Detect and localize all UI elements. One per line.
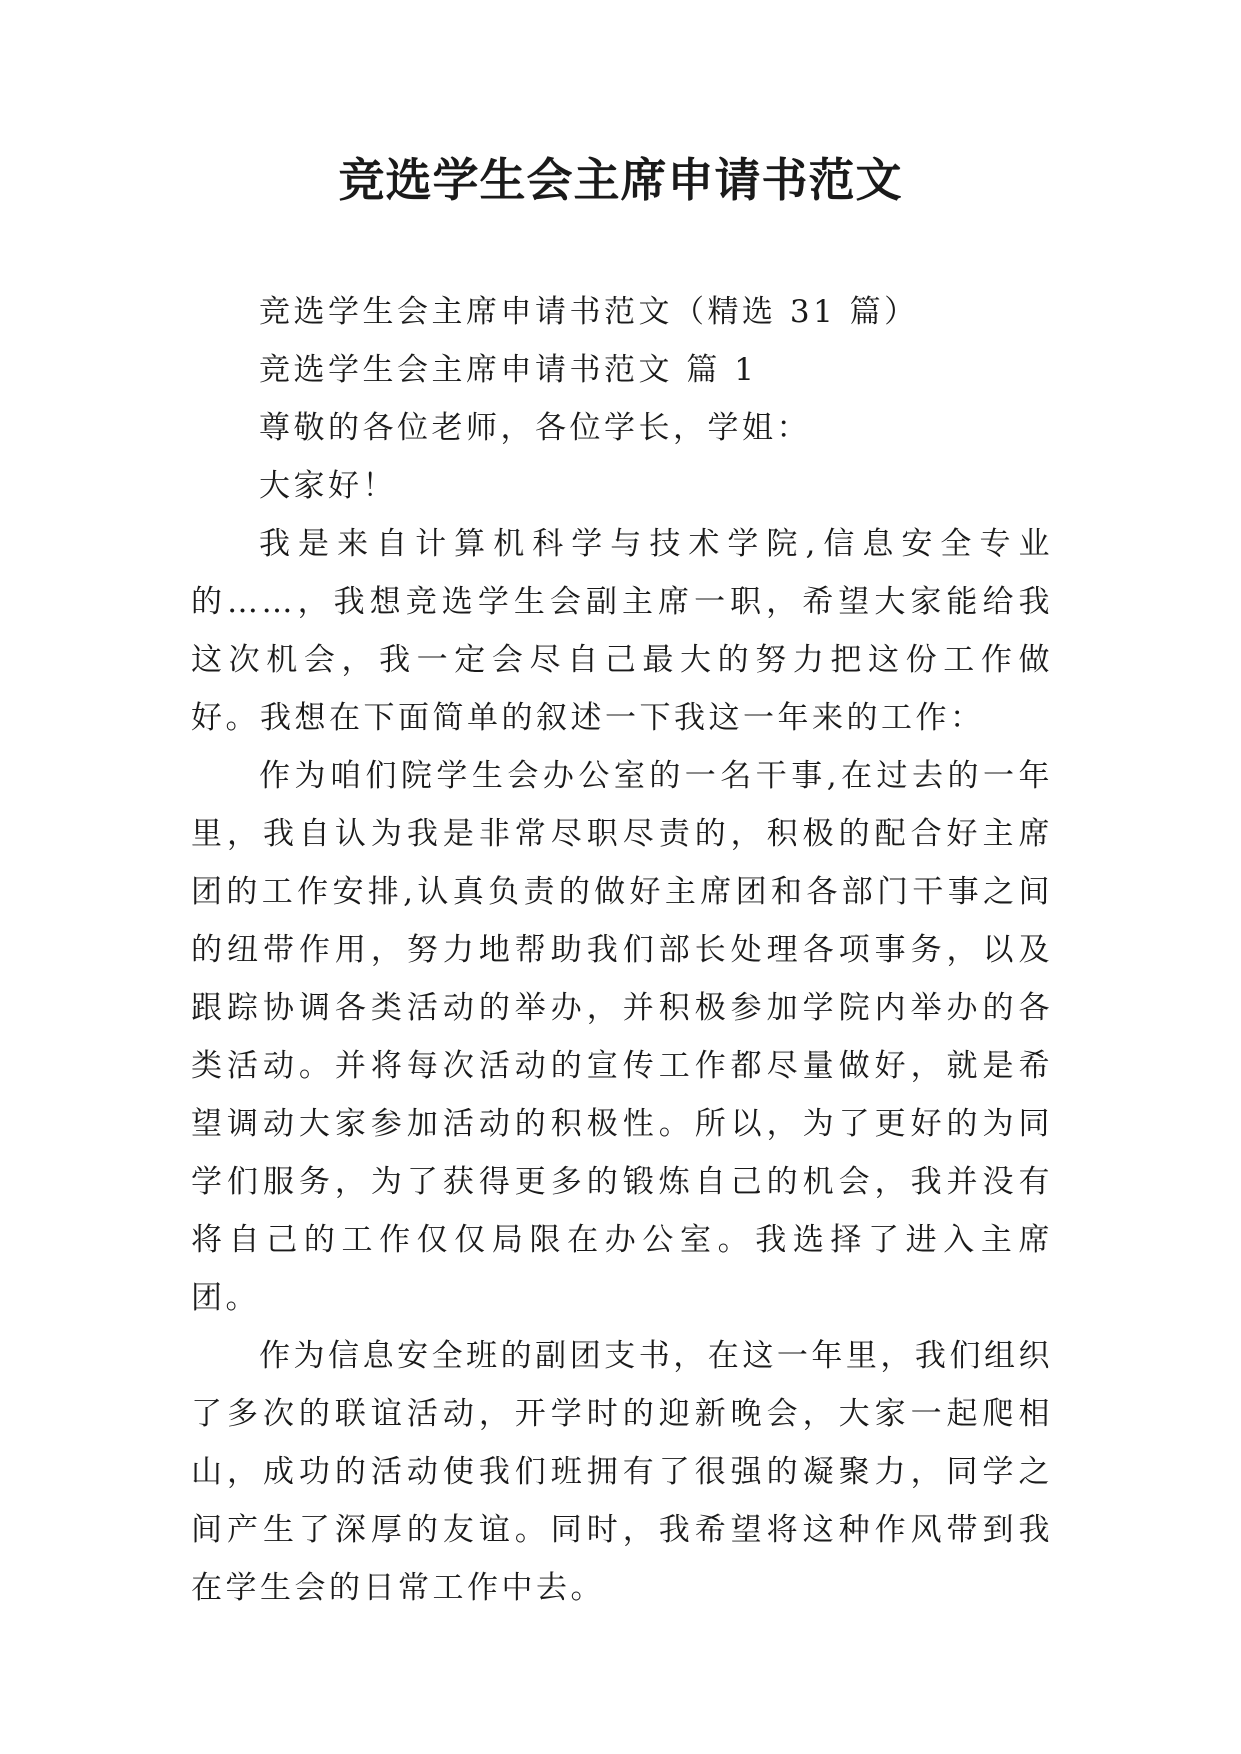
body-paragraph: 作为咱们院学生会办公室的一名干事,在过去的一年里，我自认为我是非常尽职尽责的，积极的配合好主席团的工作安排,认真负责的做好主席团和各部门干事之间的纽带作用，努力地帮助我们部长处理各项事务，以及跟踪协调各类活动的举办，并积极参加学院内举办的各类活动。并将每次活动的宣传工作都尽量做好，就是希望调动大家参加活动的积极性。所以，为了更好的为同学们服务，为了获得更多的锻炼自己的机会，我并没有将自己的工作仅仅局限在办公室。我选择了进入主席团。 [191, 758, 1053, 1316]
greeting: 大家好！ [259, 468, 397, 504]
subtitle-paragraph: 竞选学生会主席申请书范文（精选 31 篇） [259, 294, 919, 330]
body-paragraph: 作为信息安全班的副团支书，在这一年里，我们组织了多次的联谊活动，开学时的迎新晚会，大家一起爬相山，成功的活动使我们班拥有了很强的凝聚力，同学之间产生了深厚的友谊。同时，我希望将这种作风带到我在学生会的日常工作中去。 [191, 1338, 1053, 1606]
document-body [191, 283, 1053, 1617]
document-title: 竞选学生会主席申请书范文 [338, 153, 903, 207]
salutation: 尊敬的各位老师，各位学长，学姐： [259, 410, 811, 446]
body-paragraph: 我是来自计算机科学与技术学院,信息安全专业的……，我想竞选学生会副主席一职，希望大家能给我这次机会，我一定会尽自己最大的努力把这份工作做好。我想在下面简单的叙述一下我这一年来的工作： [191, 526, 1053, 736]
section-heading: 竞选学生会主席申请书范文 篇 1 [259, 352, 758, 388]
